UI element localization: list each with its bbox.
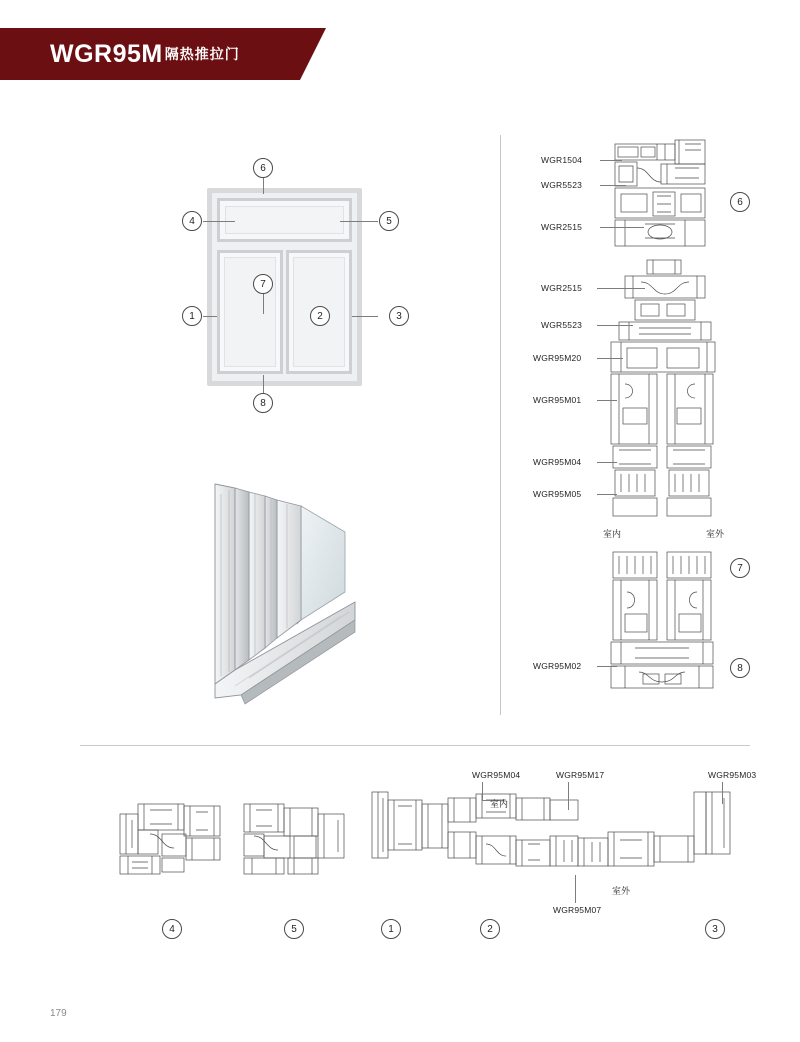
page-number: 179 [50,1008,67,1019]
callout-6-right [730,192,750,212]
leader-line [722,782,723,804]
leader-line [263,375,264,393]
window-sash-left [217,250,283,374]
callout-label: 4 [169,923,175,935]
callout-label: 6 [260,162,266,174]
section-label: WGR1504 [541,155,583,165]
section-label: WGR2515 [541,283,583,293]
callout-1-bottom [381,919,401,939]
leader-line [568,782,569,810]
callout-label: 2 [487,923,493,935]
window-elevation-drawing [207,188,362,386]
section-label: WGR95M03 [708,770,757,780]
section-detail-4 [118,800,223,878]
leader-line [597,400,617,401]
leader-line [597,358,623,359]
callout-label: 7 [260,278,266,290]
leader-line [600,227,644,228]
horizontal-divider [80,745,750,746]
section-label: WGR5523 [541,180,583,190]
leader-line [482,782,483,800]
section-detail-6 [605,138,715,253]
window-transom [217,198,352,242]
section-detail-long-run [370,788,740,893]
leader-line [263,294,264,314]
product-name: 隔热推拉门 [164,46,240,62]
callout-label: 1 [189,310,195,322]
callout-4 [182,211,202,231]
callout-5-bottom [284,919,304,939]
leader-line [575,875,576,903]
leader-line [352,316,378,317]
section-label: WGR95M04 [472,770,521,780]
callout-8-right [730,658,750,678]
callout-2 [310,306,330,326]
leader-line [597,462,617,463]
product-code: WGR95M [50,39,163,68]
section-label: WGR95M17 [556,770,605,780]
callout-2-bottom [480,919,500,939]
leader-line [597,666,617,667]
section-label: WGR95M20 [533,353,582,363]
section-detail-7-upper [605,258,720,543]
leader-line [600,185,626,186]
title-banner [0,28,300,80]
callout-label: 5 [291,923,297,935]
callout-3-bottom [705,919,725,939]
corner-perspective-drawing [205,470,375,705]
callout-label: 3 [396,310,402,322]
callout-label: 7 [737,562,743,574]
leader-line [203,221,235,222]
window-sash-row [217,250,352,374]
leader-line [597,325,633,326]
indoor-label-bottom: 室内 [490,799,509,809]
callout-label: 5 [386,215,392,227]
callout-label: 2 [317,310,323,322]
callout-4-bottom [162,919,182,939]
callout-3 [389,306,409,326]
outdoor-label: 室外 [706,529,725,539]
callout-8 [253,393,273,413]
callout-label: 8 [737,662,743,674]
callout-label: 6 [737,196,743,208]
section-detail-5 [240,800,348,878]
callout-7-right [730,558,750,578]
callout-6 [253,158,273,178]
leader-line [263,178,264,194]
title-banner-text [50,28,240,80]
callout-label: 3 [712,923,718,935]
section-label: WGR95M04 [533,457,582,467]
callout-label: 1 [388,923,394,935]
section-label: WGR5523 [541,320,583,330]
section-label: WGR95M02 [533,661,582,671]
leader-line [597,494,617,495]
vertical-divider [500,135,501,715]
section-label: WGR95M05 [533,489,582,499]
callout-5 [379,211,399,231]
leader-line [340,221,378,222]
leader-line [203,316,217,317]
callout-label: 8 [260,397,266,409]
callout-1 [182,306,202,326]
leader-line [600,160,622,161]
transom-glass [225,206,344,234]
callout-label: 4 [189,215,195,227]
section-detail-7-lower [605,548,720,693]
leader-line [597,288,645,289]
outdoor-label-bottom: 室外 [612,886,631,896]
sash-left-glass [224,257,276,367]
section-label: WGR2515 [541,222,583,232]
callout-7 [253,274,273,294]
section-label: WGR95M07 [553,905,602,915]
section-label: WGR95M01 [533,395,582,405]
indoor-label: 室内 [603,529,622,539]
